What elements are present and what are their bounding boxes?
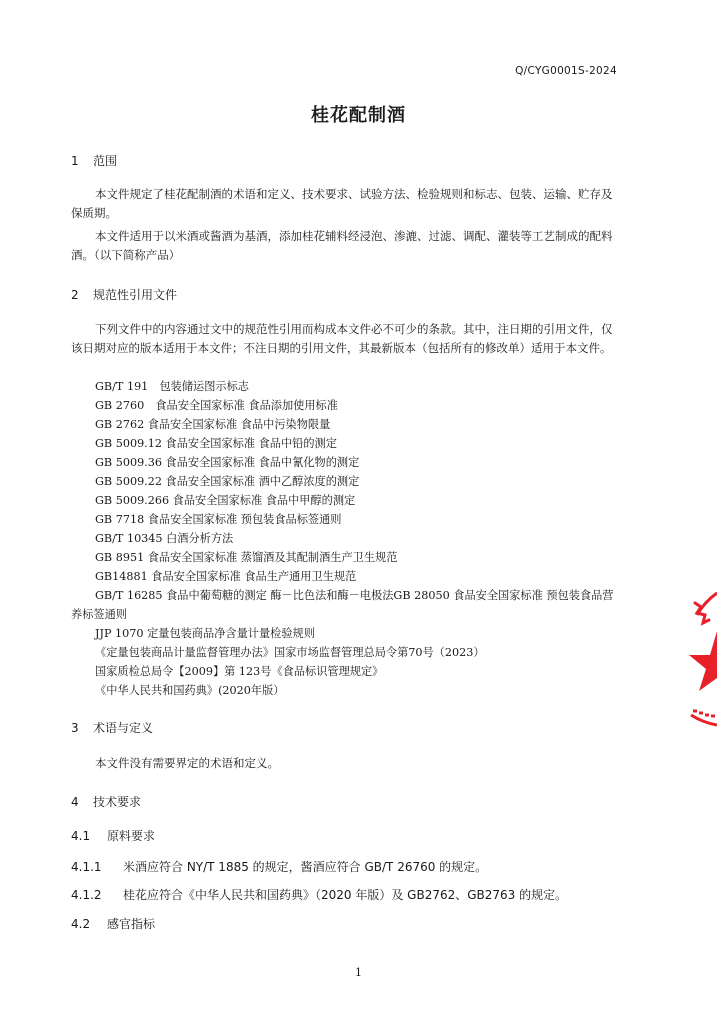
document-title: 桂花配制酒 <box>311 105 406 126</box>
paragraph-text: 下列文件中的内容通过文中的规范性引用而构成本文件必不可少的条款。其中，注日期的引用文件，仅该日期对应的版本适用于本文件；不注日期的引用文件，其最新版本（包括所有的修改单）适用于本文件。 <box>71 322 613 355</box>
subsection-4-1-heading <box>71 827 155 844</box>
clause-4-1-2 <box>71 886 567 903</box>
red-seal-stamp <box>687 585 717 735</box>
reference-item: GB 5009.36 食品安全国家标准 食品中氰化物的测定 <box>95 456 360 469</box>
section-1-paragraph-1 <box>71 185 619 223</box>
standard-code: Q/CYG0001S-2024 <box>515 65 617 77</box>
reference-item: GB 2760 食品安全国家标准 食品添加使用标准 <box>95 399 338 412</box>
section-number: 1 <box>71 154 79 168</box>
section-title: 规范性引用文件 <box>93 288 178 302</box>
section-number: 4.1 <box>71 829 91 843</box>
reference-item: GB/T 191 包装储运图示标志 <box>95 380 249 393</box>
reference-item: GB 8951 食品安全国家标准 蒸馏酒及其配制酒生产卫生规范 <box>95 551 398 564</box>
reference-item: GB14881 食品安全国家标准 食品生产通用卫生规范 <box>95 570 357 583</box>
reference-item: GB 7718 食品安全国家标准 预包装食品标签通则 <box>95 513 342 526</box>
paragraph-text: 本文件适用于以米酒或酱酒为基酒，添加桂花辅料经浸泡、渗漉、过滤、调配、灌装等工艺制成的配料酒。（以下简称产品） <box>71 229 613 262</box>
reference-item: 国家质检总局令【2009】第 123号《食品标识管理规定》 <box>95 665 384 678</box>
section-number: 4.1.2 <box>71 888 102 902</box>
section-title: 术语与定义 <box>93 721 154 735</box>
section-number: 4.1.1 <box>71 860 102 874</box>
section-title: 技术要求 <box>93 795 142 809</box>
clause-4-1-1 <box>71 858 487 875</box>
reference-item: 《中华人民共和国药典》(2020年版） <box>95 684 285 697</box>
section-number: 4 <box>71 795 79 809</box>
clause-text: 米酒应符合 NY/T 1885 的规定，酱酒应符合 GB/T 26760 的规定。 <box>123 860 488 874</box>
reference-item: GB 2762 食品安全国家标准 食品中污染物限量 <box>95 418 331 431</box>
section-number: 2 <box>71 288 79 302</box>
section-2-paragraph-1 <box>71 320 619 358</box>
reference-list <box>71 377 619 700</box>
section-2-heading <box>71 286 177 303</box>
reference-item: JJP 1070 定量包装商品净含量计量检验规则 <box>95 627 315 640</box>
reference-item: GB/T 10345 白酒分析方法 <box>95 532 234 545</box>
reference-item: GB 5009.266 食品安全国家标准 食品中甲醇的测定 <box>95 494 356 507</box>
paragraph-text: 本文件规定了桂花配制酒的术语和定义、技术要求、试验方法、检验规则和标志、包装、运输、贮存及保质期。 <box>71 187 613 220</box>
section-4-heading <box>71 793 141 810</box>
section-number: 4.2 <box>71 917 91 931</box>
reference-item: GB 5009.22 食品安全国家标准 酒中乙醇浓度的测定 <box>95 475 360 488</box>
page-number: 1 <box>355 966 362 979</box>
reference-item: GB/T 16285 食品中葡萄糖的测定 酶－比色法和酶－电极法GB 28050 食品安全国家标准 预包装食品营养标签通则 <box>71 589 614 621</box>
reference-item: GB 5009.12 食品安全国家标准 食品中铅的测定 <box>95 437 337 450</box>
section-title: 感官指标 <box>107 917 156 931</box>
subsection-4-2-heading <box>71 915 155 932</box>
section-3-heading <box>71 719 153 736</box>
section-title: 范围 <box>93 154 118 168</box>
reference-item: 《定量包装商品计量监督管理办法》国家市场监督管理总局令第70号（2023） <box>95 646 485 659</box>
section-number: 3 <box>71 721 79 735</box>
paragraph-text: 本文件没有需要界定的术语和定义。 <box>95 756 279 770</box>
section-3-paragraph-1 <box>71 754 619 773</box>
section-title: 原料要求 <box>107 829 156 843</box>
clause-text: 桂花应符合《中华人民共和国药典》（2020 年版）及 GB2762、GB2763 的规定。 <box>123 888 568 902</box>
section-1-heading <box>71 152 117 169</box>
section-1-paragraph-2 <box>71 227 619 265</box>
